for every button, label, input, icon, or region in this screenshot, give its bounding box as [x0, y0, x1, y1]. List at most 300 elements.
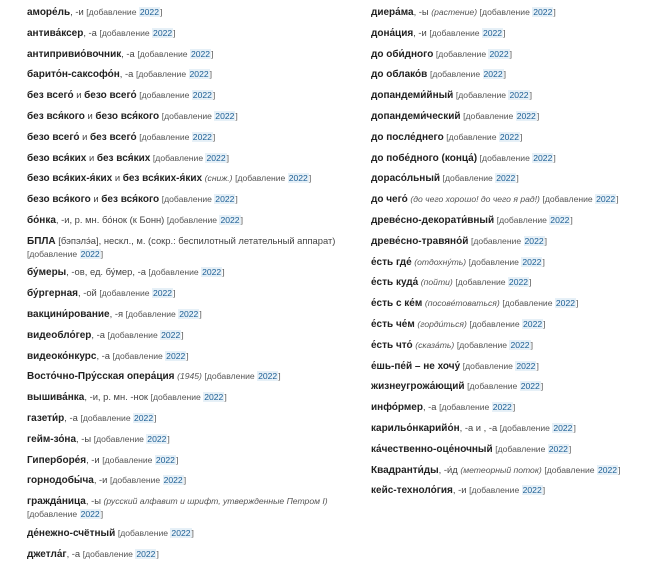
- entry-headword: антива́ксер: [27, 27, 84, 39]
- addition-year: 2022: [555, 298, 576, 309]
- addition-tag: [543, 194, 619, 204]
- addition-tag: [94, 434, 170, 444]
- addition-tag: [167, 215, 243, 225]
- entry-headword: до оби́дного: [371, 48, 434, 60]
- dictionary-entry: [27, 350, 347, 363]
- entry-note: (русский алфавит и шрифт, утвержденные Петром I): [103, 496, 328, 507]
- addition-tag: [139, 132, 215, 142]
- addition-tag-close: ]: [536, 110, 540, 121]
- addition-year: 2022: [134, 412, 154, 423]
- addition-tag-label: [добавление: [139, 90, 192, 101]
- addition-tag-label: [добавление: [107, 329, 161, 340]
- addition-year: 2022: [509, 90, 529, 101]
- entry-headword: е́сть че́м: [371, 318, 415, 330]
- entry-note: (пойти): [420, 277, 453, 288]
- dictionary-entry: [27, 391, 347, 404]
- entry-note: (1945): [177, 371, 202, 382]
- entry-headword: антипривио́вочник: [27, 48, 122, 60]
- dictionary-entry: [371, 401, 661, 414]
- dictionary-entry: [27, 329, 347, 342]
- dictionary-entry: [371, 484, 661, 497]
- addition-tag-label: [добавление: [27, 508, 80, 519]
- addition-tag-label: [добавление: [495, 443, 548, 454]
- addition-year: 2022: [136, 548, 156, 559]
- addition-tag-label: [добавление: [204, 371, 258, 382]
- addition-year: 2022: [489, 48, 509, 59]
- dictionary-entry: [27, 48, 347, 61]
- addition-tag-label: [добавление: [161, 194, 215, 205]
- entry-note: (отдохну́ть): [414, 256, 467, 267]
- addition-tag: [467, 381, 543, 391]
- dictionary-entry: [27, 172, 347, 185]
- addition-year: 2022: [533, 152, 553, 163]
- entry-headword: жизнеугрожа́ющий: [371, 381, 465, 393]
- addition-tag: [162, 194, 238, 204]
- addition-year: 2022: [153, 27, 173, 38]
- dictionary-entry: [27, 152, 347, 165]
- addition-tag: [99, 288, 175, 298]
- addition-tag: [126, 309, 202, 319]
- addition-tag-label: [добавление: [112, 350, 166, 361]
- addition-tag-close: ]: [529, 277, 532, 288]
- entry-conjunction: и: [79, 130, 90, 142]
- addition-tag-label: [добавление: [439, 402, 492, 413]
- addition-tag-close: ]: [235, 110, 238, 121]
- entry-headword: без всего́: [27, 90, 74, 102]
- addition-tag: [469, 485, 545, 495]
- addition-tag: [27, 249, 103, 259]
- entry-grammar-variant: , -а: [483, 421, 498, 433]
- addition-tag-label: [добавление: [442, 173, 496, 184]
- dictionary-entry: [27, 89, 347, 102]
- addition-tag-label: [добавление: [429, 69, 483, 80]
- addition-year: 2022: [288, 173, 308, 184]
- addition-tag-label: [добавление: [93, 433, 147, 444]
- addition-year: 2022: [483, 69, 503, 80]
- entry-grammar: , -и, р. мн. бо́нок (к Бонн): [55, 213, 165, 225]
- addition-year: 2022: [152, 288, 173, 299]
- entry-note: (до чего хорошо! до чего я рад!): [410, 194, 540, 205]
- entry-headword: е́сть что́: [371, 339, 413, 351]
- addition-tag-close: ]: [568, 443, 572, 454]
- entry-headword: е́сть куда́: [371, 277, 419, 289]
- dictionary-entry: [27, 214, 347, 227]
- addition-tag-close: ]: [543, 318, 546, 329]
- addition-year: 2022: [171, 527, 191, 538]
- dictionary-entry: [371, 152, 661, 165]
- addition-tag-close: ]: [542, 485, 546, 496]
- addition-tag: [457, 340, 533, 350]
- addition-tag-close: ]: [240, 214, 243, 225]
- entry-headword: ка́чественно-оце́ночный: [371, 443, 493, 455]
- entry-conjunction: и: [73, 89, 85, 101]
- entry-headword: бо́нка: [27, 214, 56, 226]
- dictionary-entry: [371, 464, 661, 477]
- addition-tag-label: [добавление: [455, 277, 508, 288]
- addition-tag-label: [добавление: [152, 152, 206, 163]
- addition-tag: [429, 28, 505, 38]
- addition-tag-label: [добавление: [161, 110, 215, 121]
- addition-tag-close: ]: [308, 173, 312, 184]
- dictionary-entry: [371, 276, 661, 289]
- entry-grammar: , -и: [93, 474, 108, 486]
- addition-tag-close: ]: [503, 27, 506, 38]
- addition-tag-label: [добавление: [468, 256, 522, 267]
- entry-grammar: , -а: [66, 547, 81, 559]
- addition-tag-label: [добавление: [462, 360, 516, 371]
- dictionary-entry: [371, 235, 661, 248]
- addition-tag: [27, 509, 103, 519]
- addition-tag: [446, 132, 522, 142]
- entry-headword-variant: карийо́н: [418, 422, 460, 434]
- entry-grammar: , -и́д: [438, 463, 458, 475]
- addition-tag-close: ]: [183, 475, 187, 486]
- addition-tag-close: ]: [209, 69, 213, 80]
- entry-grammar: , -а: [121, 47, 135, 59]
- addition-tag-label: [добавление: [148, 267, 202, 278]
- entry-grammar: [бэпэлэ́а], нескл., м. (сокр.: беспилотный летательный аппарат): [55, 234, 336, 246]
- addition-tag-label: [добавление: [479, 152, 533, 163]
- addition-year: 2022: [166, 350, 186, 361]
- dictionary-entry: [27, 27, 347, 40]
- addition-year: 2022: [522, 256, 542, 267]
- addition-year: 2022: [258, 371, 278, 382]
- addition-tag: [463, 361, 539, 371]
- dictionary-entry: [371, 360, 661, 373]
- addition-tag: [80, 413, 156, 423]
- entry-grammar: , -а: [422, 401, 437, 413]
- dictionary-entry: [27, 495, 347, 521]
- addition-tag-label: [добавление: [139, 131, 192, 142]
- addition-year: 2022: [204, 392, 224, 403]
- dictionary-entry: [27, 370, 347, 383]
- addition-tag-close: ]: [181, 329, 184, 340]
- addition-tag-close: ]: [212, 131, 216, 142]
- entry-headword: допандеми́йный: [371, 90, 454, 102]
- entry-note: (горди́ться): [417, 318, 467, 329]
- addition-year: 2022: [202, 267, 222, 278]
- dictionary-entry: [371, 318, 661, 331]
- entry-headword: гражда́ница: [27, 496, 86, 508]
- entry-grammar: , -и: [413, 26, 427, 38]
- dictionary-entry: [371, 339, 661, 352]
- addition-tag-label: [добавление: [499, 422, 553, 433]
- dictionary-entry: [27, 235, 347, 261]
- addition-tag: [497, 215, 573, 225]
- dictionary-entry: [371, 6, 661, 19]
- entry-headword: е́сть с ке́м: [371, 298, 423, 310]
- dictionary-entry: [27, 308, 347, 321]
- entry-headword: видеоко́нкурс: [27, 350, 97, 362]
- addition-tag: [480, 153, 556, 163]
- entry-headword: джетла́г: [27, 548, 67, 560]
- entry-grammar: , -я: [109, 307, 124, 319]
- addition-tag-close: ]: [540, 381, 544, 392]
- entry-headword: кейс-техноло́гия: [371, 485, 453, 497]
- entry-grammar: , -и: [86, 453, 100, 465]
- addition-tag: [102, 455, 178, 465]
- addition-year: 2022: [179, 308, 199, 319]
- dictionary-entry: [27, 527, 347, 540]
- addition-year: 2022: [596, 194, 616, 205]
- addition-tag-close: ]: [222, 267, 225, 278]
- addition-tag-label: [добавление: [429, 27, 482, 38]
- entry-note: (растение): [431, 7, 478, 17]
- addition-tag-label: [добавление: [479, 7, 533, 17]
- addition-year: 2022: [215, 110, 235, 121]
- dictionary-entry: [371, 89, 661, 102]
- addition-tag-close: ]: [278, 371, 281, 382]
- entry-headword: древе́сно-декорати́вный: [371, 214, 495, 226]
- addition-year: 2022: [139, 7, 159, 17]
- entry-headword: видеобло́гер: [27, 329, 92, 341]
- addition-tag: [430, 69, 506, 79]
- addition-tag-label: [добавление: [542, 194, 596, 205]
- addition-year: 2022: [482, 27, 503, 38]
- entry-headword-variant: без всего́: [89, 131, 137, 143]
- addition-tag-close: ]: [226, 152, 229, 163]
- entries-column-right: [371, 6, 661, 505]
- dictionary-entry: [371, 27, 661, 40]
- addition-tag: [86, 7, 162, 17]
- addition-tag-close: ]: [503, 69, 507, 80]
- entry-grammar: , -а: [83, 26, 97, 38]
- dictionary-entry: [371, 48, 661, 61]
- entry-headword: безо вся́кого: [27, 194, 91, 206]
- entry-headword: бу́ргерная: [27, 288, 78, 300]
- entry-headword: допандеми́ческий: [371, 110, 461, 122]
- entry-headword: е́сть где́: [371, 256, 412, 268]
- addition-year: 2022: [192, 90, 212, 101]
- addition-tag: [149, 267, 225, 277]
- addition-tag: [471, 236, 547, 246]
- addition-year: 2022: [516, 110, 536, 121]
- entry-conjunction: и: [90, 193, 102, 205]
- addition-year: 2022: [533, 7, 553, 17]
- dictionary-entry: [371, 256, 661, 269]
- addition-tag-close: ]: [211, 48, 214, 59]
- entry-grammar: , -а: [119, 68, 134, 80]
- dictionary-entry: [27, 6, 347, 19]
- entry-grammar: , -ой: [78, 287, 97, 299]
- addition-year: 2022: [492, 402, 512, 413]
- addition-tag: [151, 392, 227, 402]
- addition-tag-label: [добавление: [150, 392, 204, 403]
- entry-headword: газети́р: [27, 412, 65, 424]
- addition-tag-close: ]: [573, 422, 576, 433]
- dictionary-entry: [371, 193, 661, 206]
- addition-tag-close: ]: [618, 464, 621, 475]
- addition-tag: [235, 173, 311, 183]
- addition-year: 2022: [189, 69, 209, 80]
- addition-year: 2022: [508, 277, 529, 288]
- addition-tag-label: [добавление: [27, 248, 80, 259]
- entry-headword: до побе́дного (конца́): [371, 152, 478, 164]
- addition-tag-close: ]: [173, 27, 176, 38]
- addition-tag-label: [добавление: [137, 48, 190, 59]
- addition-year: 2022: [161, 329, 181, 340]
- addition-tag-close: ]: [544, 235, 548, 246]
- entry-grammar: , -а и: [459, 421, 484, 433]
- dictionary-entry: [27, 454, 347, 467]
- addition-year: 2022: [215, 194, 235, 205]
- entry-headword: горнодобы́ча: [27, 475, 94, 487]
- addition-tag: [118, 528, 194, 538]
- entry-grammar: , -а: [91, 328, 105, 340]
- addition-tag-close: ]: [530, 339, 533, 350]
- entry-headword: до облако́в: [371, 69, 428, 81]
- addition-tag-close: ]: [536, 360, 539, 371]
- entry-headword: безо всего́: [27, 131, 80, 143]
- addition-tag-label: [добавление: [496, 214, 550, 225]
- addition-tag-close: ]: [542, 256, 545, 267]
- addition-year: 2022: [155, 454, 175, 465]
- dictionary-entry: [27, 474, 347, 487]
- addition-tag-close: ]: [199, 308, 202, 319]
- entry-conjunction: и: [86, 151, 97, 163]
- addition-tag-close: ]: [191, 527, 194, 538]
- addition-tag-label: [добавление: [166, 214, 220, 225]
- addition-tag-close: ]: [576, 298, 579, 309]
- addition-tag-label: [добавление: [469, 318, 523, 329]
- addition-tag-close: ]: [173, 288, 176, 299]
- addition-year: 2022: [499, 131, 519, 142]
- dictionary-entry: [371, 131, 661, 144]
- addition-tag-label: [добавление: [102, 454, 155, 465]
- entry-headword: вышива́нка: [27, 392, 85, 404]
- addition-tag-close: ]: [553, 152, 556, 163]
- dictionary-entry: [27, 548, 347, 561]
- addition-tag: [455, 277, 531, 287]
- addition-tag-label: [добавление: [80, 412, 133, 423]
- addition-year: 2022: [496, 173, 516, 184]
- entry-headword: аморе́ль: [27, 7, 71, 18]
- entry-grammar: , -и: [452, 484, 467, 496]
- addition-year: 2022: [550, 214, 570, 225]
- entry-grammar: , -а: [96, 349, 110, 361]
- addition-year: 2022: [516, 360, 536, 371]
- addition-year: 2022: [163, 475, 183, 486]
- addition-tag: [500, 423, 576, 433]
- entry-headword: до чего́: [371, 194, 408, 206]
- addition-tag-label: [добавление: [82, 548, 136, 559]
- entry-headword: безо вся́ких-я́ких: [27, 173, 113, 185]
- addition-tag-close: ]: [509, 48, 512, 59]
- entry-headword: дона́ция: [371, 27, 414, 39]
- addition-tag-close: ]: [100, 248, 104, 259]
- addition-tag: [139, 90, 215, 100]
- addition-tag-label: [добавление: [110, 475, 163, 486]
- addition-year: 2022: [510, 339, 530, 350]
- entry-headword: Квадранти́ды: [371, 464, 439, 476]
- entry-grammar: , -и: [70, 6, 84, 17]
- addition-tag-label: [добавление: [99, 288, 152, 299]
- addition-tag: [480, 7, 556, 17]
- entry-headword: де́нежно-счётный: [27, 527, 116, 539]
- addition-tag: [456, 90, 532, 100]
- addition-tag: [153, 153, 229, 163]
- addition-year: 2022: [548, 443, 568, 454]
- dictionary-entry: [371, 422, 661, 435]
- addition-tag-close: ]: [570, 214, 573, 225]
- addition-tag-close: ]: [186, 350, 189, 361]
- dictionary-entry: [27, 68, 347, 81]
- addition-tag-close: ]: [175, 454, 179, 465]
- addition-tag: [108, 330, 184, 340]
- addition-tag: [544, 465, 620, 475]
- addition-tag: [439, 402, 515, 412]
- dictionary-entry: [371, 172, 661, 185]
- entries-column-left: [27, 6, 347, 568]
- entry-headword: Гипербоpе́я: [27, 454, 87, 466]
- dictionary-entry: [27, 110, 347, 123]
- dictionary-entry: [371, 443, 661, 456]
- addition-tag-label: [добавление: [86, 7, 139, 17]
- addition-year: 2022: [80, 248, 100, 259]
- addition-tag: [463, 111, 539, 121]
- entry-headword: Восто́чно-Пру́сская опера́ция: [27, 371, 175, 383]
- dictionary-entry: [371, 110, 661, 123]
- entry-headword-variant: без вся́ких: [96, 152, 151, 164]
- addition-tag: [436, 49, 512, 59]
- addition-tag: [99, 28, 175, 38]
- addition-tag: [205, 371, 281, 381]
- addition-tag-close: ]: [156, 548, 159, 559]
- addition-tag-close: ]: [235, 194, 238, 205]
- entry-headword: БПЛА: [27, 235, 56, 247]
- addition-tag-label: [добавление: [99, 27, 153, 38]
- addition-tag-close: ]: [167, 433, 170, 444]
- addition-year: 2022: [524, 235, 544, 246]
- entry-note: (метеорный поток): [460, 464, 542, 475]
- addition-tag-label: [добавление: [455, 90, 509, 101]
- dictionary-entry: [27, 433, 347, 446]
- entry-headword: без вся́кого: [27, 110, 85, 122]
- entry-headword: е́шь-пе́й – не хочу́: [371, 360, 461, 372]
- addition-tag-close: ]: [224, 392, 227, 403]
- addition-tag-close: ]: [512, 402, 516, 413]
- addition-tag-close: ]: [519, 131, 523, 142]
- addition-tag-label: [добавление: [467, 381, 520, 392]
- entry-headword: дорасо́льный: [371, 173, 441, 185]
- entry-note: (посове́товаться): [424, 298, 500, 309]
- entry-headword-variant: без вся́кого: [101, 194, 160, 206]
- addition-year: 2022: [522, 485, 542, 496]
- addition-tag-label: [добавление: [117, 527, 171, 538]
- entry-headword: инфо́рмер: [371, 402, 423, 414]
- addition-tag: [137, 49, 213, 59]
- addition-tag: [162, 111, 238, 121]
- addition-tag-label: [добавление: [470, 235, 524, 246]
- entry-headword-variant: безо вся́кого: [95, 110, 160, 122]
- entry-note: (сказа́ть): [415, 339, 455, 350]
- entry-grammar: , -ы: [76, 432, 92, 444]
- addition-tag-label: [добавление: [463, 110, 516, 121]
- addition-tag-close: ]: [553, 7, 556, 17]
- addition-tag-close: ]: [616, 194, 619, 205]
- addition-year: 2022: [597, 464, 618, 475]
- addition-tag-close: ]: [100, 508, 104, 519]
- dictionary-entry: [27, 287, 347, 300]
- addition-tag: [113, 351, 189, 361]
- entry-grammar: , -ы: [413, 6, 429, 17]
- addition-tag-label: [добавление: [125, 308, 179, 319]
- addition-tag: [83, 549, 159, 559]
- entry-grammar: , -а: [64, 411, 78, 423]
- entry-conjunction: и: [112, 172, 123, 184]
- entry-headword-variant: без вся́ких-я́ких: [122, 173, 203, 185]
- entry-grammar: , -ов, ед. бу́мер, -а: [66, 266, 146, 278]
